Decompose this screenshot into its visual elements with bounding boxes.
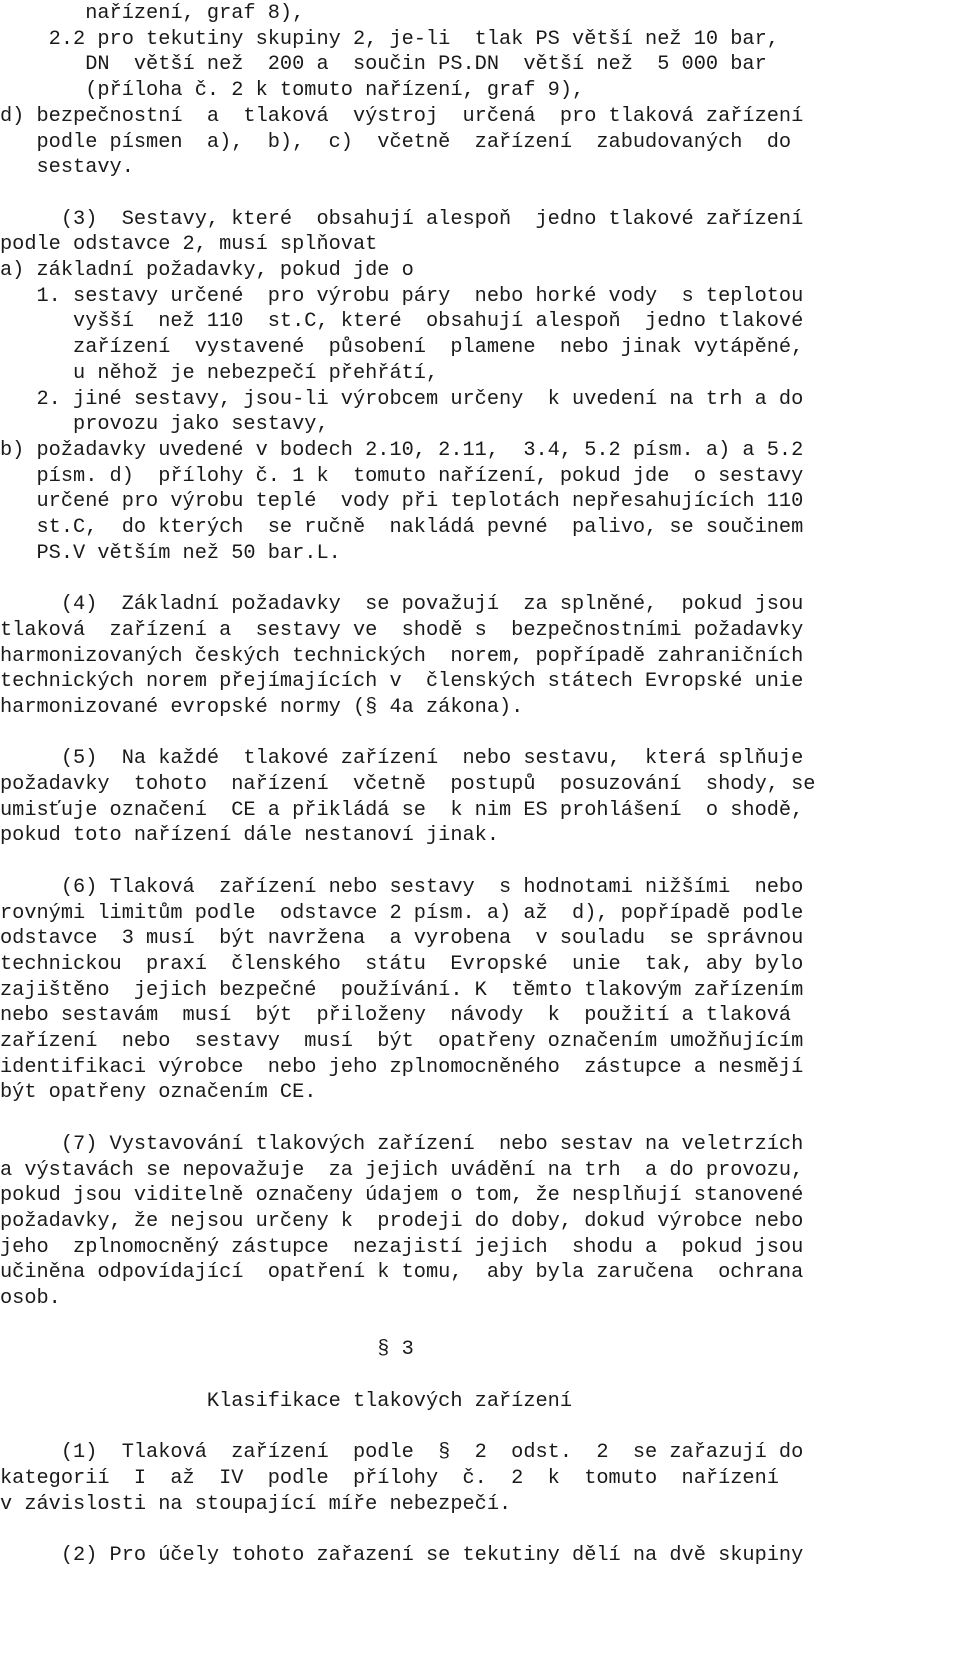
text-line: a výstavách se nepovažuje za jejich uvádění na trh a do provozu,	[0, 1158, 804, 1182]
text-line: § 3	[0, 1338, 414, 1362]
text-line: st.C, do kterých se ručně nakládá pevné palivo, se součinem	[0, 516, 804, 539]
text-line: 2.2 pro tekutiny skupiny 2, je-li tlak PS větší než 10 bar,	[0, 27, 779, 51]
text-line: v závislosti na stoupající míře nebezpečí.	[0, 1492, 512, 1516]
text-line: technických norem přejímajících v členských státech Evropské unie	[0, 670, 804, 694]
text-line: požadavky tohoto nařízení včetně postupů posuzování shody, se	[0, 773, 816, 796]
text-line: a) základní požadavky, pokud jde o	[0, 259, 414, 282]
text-line: být opatřeny označením CE.	[0, 1081, 317, 1105]
text-line: určené pro výrobu teplé vody při teplotách nepřesahujících 110	[0, 490, 804, 514]
text-line: pokud toto nařízení dále nestanoví jinak.	[0, 824, 499, 848]
text-line: 1. sestavy určené pro výrobu páry nebo horké vody s teplotou	[0, 284, 804, 308]
text-line: požadavky, že nejsou určeny k prodeji do doby, dokud výrobce nebo	[0, 1209, 804, 1233]
text-line: zařízení nebo sestavy musí být opatřeny označením umožňujícím	[0, 1030, 804, 1053]
text-line: (4) Základní požadavky se považují za splněné, pokud jsou	[0, 593, 804, 617]
text-line: kategorií I až IV podle přílohy č. 2 k tomuto nařízení	[0, 1466, 779, 1490]
text-line: rovnými limitům podle odstavce 2 písm. a) až d), popřípadě podle	[0, 901, 804, 925]
text-line: písm. d) přílohy č. 1 k tomuto nařízení, pokud jde o sestavy	[0, 464, 804, 488]
text-line: d) bezpečnostní a tlaková výstroj určená pro tlaková zařízení	[0, 104, 804, 128]
text-line: nebo sestavám musí být přiloženy návody k použití a tlaková	[0, 1004, 792, 1028]
text-line: nařízení, graf 8),	[0, 2, 305, 25]
text-line: podle písmen a), b), c) včetně zařízení zabudovaných do	[0, 130, 792, 154]
text-line: harmonizované evropské normy (§ 4a zákona).	[0, 695, 524, 719]
text-line: vyšší než 110 st.C, které obsahují alespoň jedno tlakové	[0, 310, 804, 334]
text-line: (3) Sestavy, které obsahují alespoň jedno tlakové zařízení	[0, 207, 804, 231]
text-line: (7) Vystavování tlakových zařízení nebo sestav na veletrzích	[0, 1132, 804, 1156]
text-line: (2) Pro účely tohoto zařazení se tekutiny dělí na dvě skupiny	[0, 1544, 804, 1567]
text-line: učiněna odpovídající opatření k tomu, aby byla zaručena ochrana	[0, 1261, 804, 1285]
text-line: provozu jako sestavy,	[0, 413, 329, 437]
text-line: zajištěno jejich bezpečné používání. K těmto tlakovým zařízením	[0, 978, 804, 1002]
text-line: Klasifikace tlakových zařízení	[0, 1389, 573, 1413]
text-line: 2. jiné sestavy, jsou-li výrobcem určeny k uvedení na trh a do	[0, 387, 804, 411]
text-line: osob.	[0, 1287, 61, 1310]
text-line: (6) Tlaková zařízení nebo sestavy s hodnotami nižšími nebo	[0, 875, 804, 899]
text-line: technickou praxí členského státu Evropské unie tak, aby bylo	[0, 952, 804, 976]
text-line: identifikaci výrobce nebo jeho zplnomocněného zástupce a nesmějí	[0, 1055, 804, 1079]
text-line: pokud jsou viditelně označeny údajem o tom, že nesplňují stanovené	[0, 1184, 804, 1208]
text-line: u něhož je nebezpečí přehřátí,	[0, 361, 439, 385]
text-line: odstavce 3 musí být navržena a vyrobena v souladu se správnou	[0, 927, 804, 951]
text-line: tlaková zařízení a sestavy ve shodě s bezpečnostními požadavky	[0, 618, 804, 642]
text-line: sestavy.	[0, 156, 134, 180]
text-line: umisťuje označení CE a přikládá se k nim ES prohlášení o shodě,	[0, 798, 804, 822]
text-line: (5) Na každé tlakové zařízení nebo sestavu, která splňuje	[0, 747, 804, 771]
text-line: jeho zplnomocněný zástupce nezajistí jejich shodu a pokud jsou	[0, 1235, 804, 1259]
text-line: PS.V větším než 50 bar.L.	[0, 541, 341, 565]
text-line: harmonizovaných českých technických norem, popřípadě zahraničních	[0, 644, 804, 668]
text-line: podle odstavce 2, musí splňovat	[0, 233, 378, 257]
text-line: b) požadavky uvedené v bodech 2.10, 2.11, 3.4, 5.2 písm. a) a 5.2	[0, 438, 804, 462]
text-line: (příloha č. 2 k tomuto nařízení, graf 9),	[0, 79, 585, 103]
text-line: DN větší než 200 a součin PS.DN větší než 5 000 bar	[0, 53, 767, 77]
text-line: (1) Tlaková zařízení podle § 2 odst. 2 se zařazují do	[0, 1441, 804, 1465]
text-line: zařízení vystavené působení plamene nebo jinak vytápěné,	[0, 336, 804, 360]
